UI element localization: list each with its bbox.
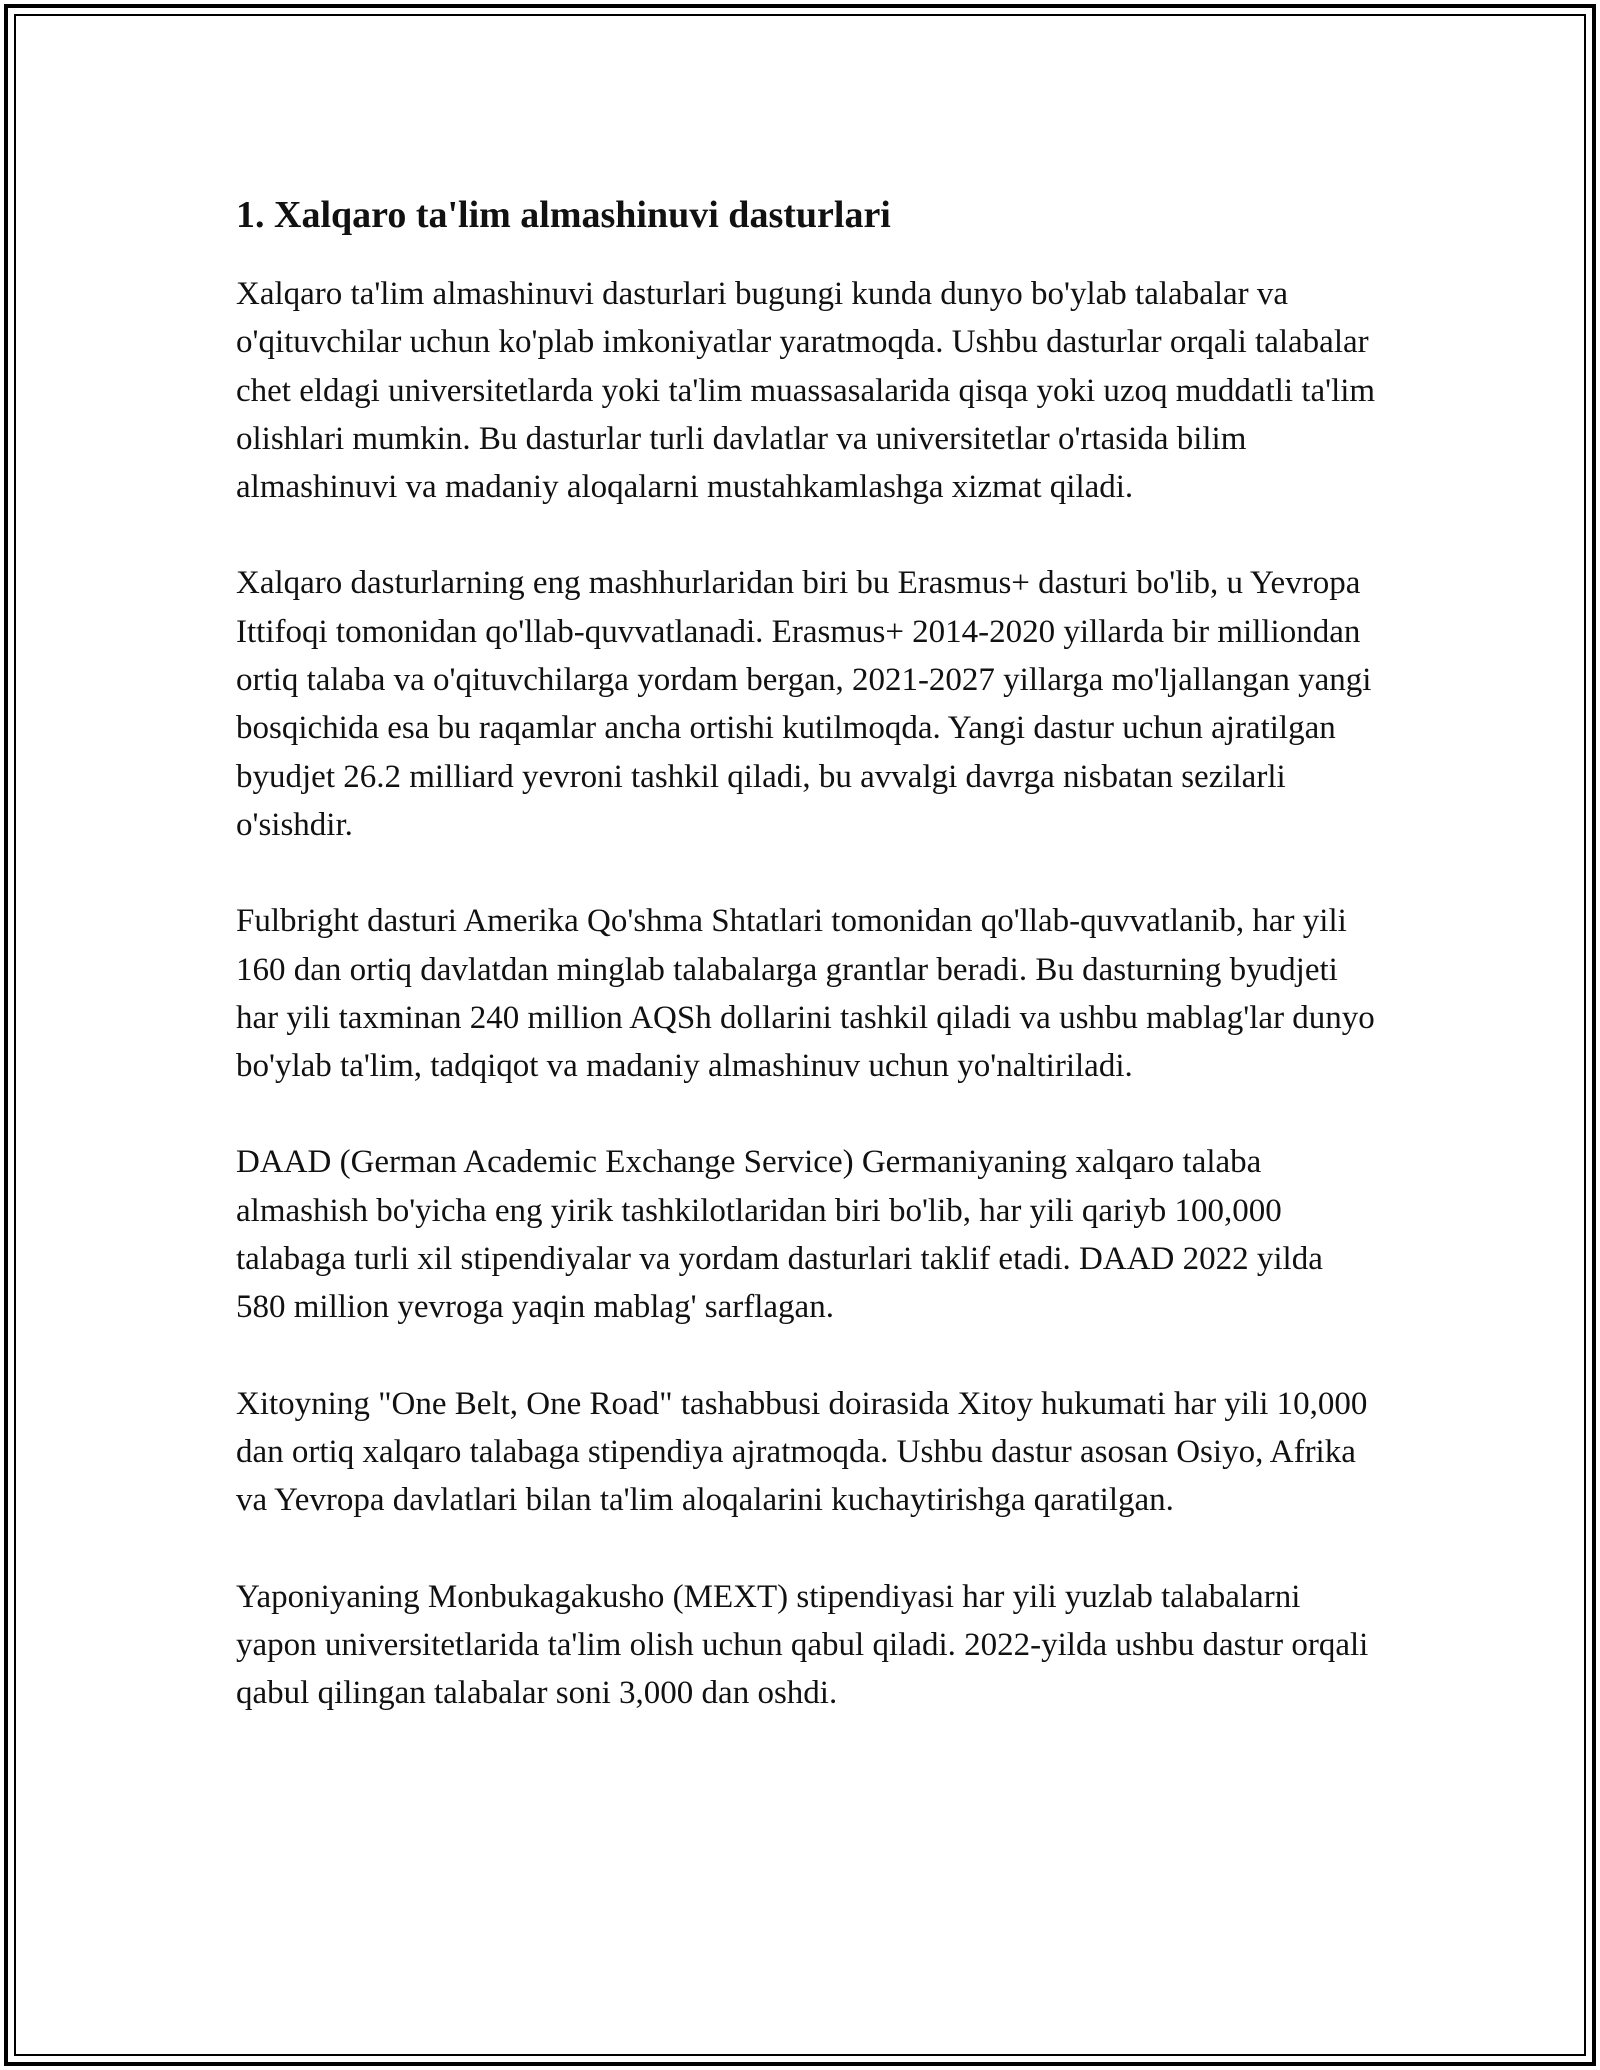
section-heading: 1. Xalqaro ta'lim almashinuvi dasturlari	[236, 194, 891, 236]
paragraph-mext: Yaponiyaning Monbukagakusho (MEXT) stipendiyasi har yili yuzlab talabalarni yapon universitetlarida ta'lim olish uchun qabul qiladi. 2022-yilda ushbu dastur orqali qabul qilingan talabalar soni 3,000 dan oshdi.	[236, 1578, 1369, 1712]
document-body	[236, 188, 1376, 1765]
paragraph-intro: Xalqaro ta'lim almashinuvi dasturlari bugungi kunda dunyo bo'ylab talabalar va o'qituvchilar uchun ko'plab imkoniyatlar yaratmoqda. Ushbu dasturlar orqali talabalar chet eldagi universitetlarda yoki ta'lim muassasalarida qisqa yoki uzoq muddatli ta'lim olishlari mumkin. Bu dasturlar turli davlatlar va universitetlar o'rtasida bilim almashinuvi va madaniy aloqalarni mustahkamlashga xizmat qiladi.	[236, 276, 1376, 506]
paragraph-fulbright: Fulbright dasturi Amerika Qo'shma Shtatlari tomonidan qo'llab-quvvatlanib, har yili 160 dan ortiq davlatdan minglab talabalarga grantlar beradi. Bu dasturning byudjeti har yili taxminan 240 million AQSh dollarini tashkil qiladi va ushbu mablag'lar dunyo bo'ylab ta'lim, tadqiqot va madaniy almashinuv uchun yo'naltiriladi.	[236, 903, 1375, 1085]
paragraph-china: Xitoyning "One Belt, One Road" tashabbusi doirasida Xitoy hukumati har yili 10,000 dan ortiq xalqaro talabaga stipendiya ajratmoqda. Ushbu dastur asosan Osiyo, Afrika va Yevropa davlatlari bilan ta'lim aloqalarini kuchaytirishga qaratilgan.	[236, 1385, 1368, 1519]
paragraph-erasmus: Xalqaro dasturlarning eng mashhurlaridan biri bu Erasmus+ dasturi bo'lib, u Yevropa Ittifoqi tomonidan qo'llab-quvvatlanadi. Erasmus+ 2014-2020 yillarda bir milliondan ortiq talaba va o'qituvchilarga yordam bergan, 2021-2027 yillarga mo'ljallangan yangi bosqichida esa bu raqamlar ancha ortishi kutilmoqda. Yangi dastur uchun ajratilgan byudjet 26.2 milliard yevroni tashkil qiladi, bu avvalgi davrga nisbatan sezilarli o'sishdir.	[236, 565, 1372, 843]
paragraph-daad: DAAD (German Academic Exchange Service) Germaniyaning xalqaro talaba almashish bo'yicha eng yirik tashkilotlaridan biri bo'lib, har yili qariyb 100,000 talabaga turli xil stipendiyalar va yordam dasturlari taklif etadi. DAAD 2022 yilda 580 million yevroga yaqin mablag' sarflagan.	[236, 1144, 1323, 1326]
